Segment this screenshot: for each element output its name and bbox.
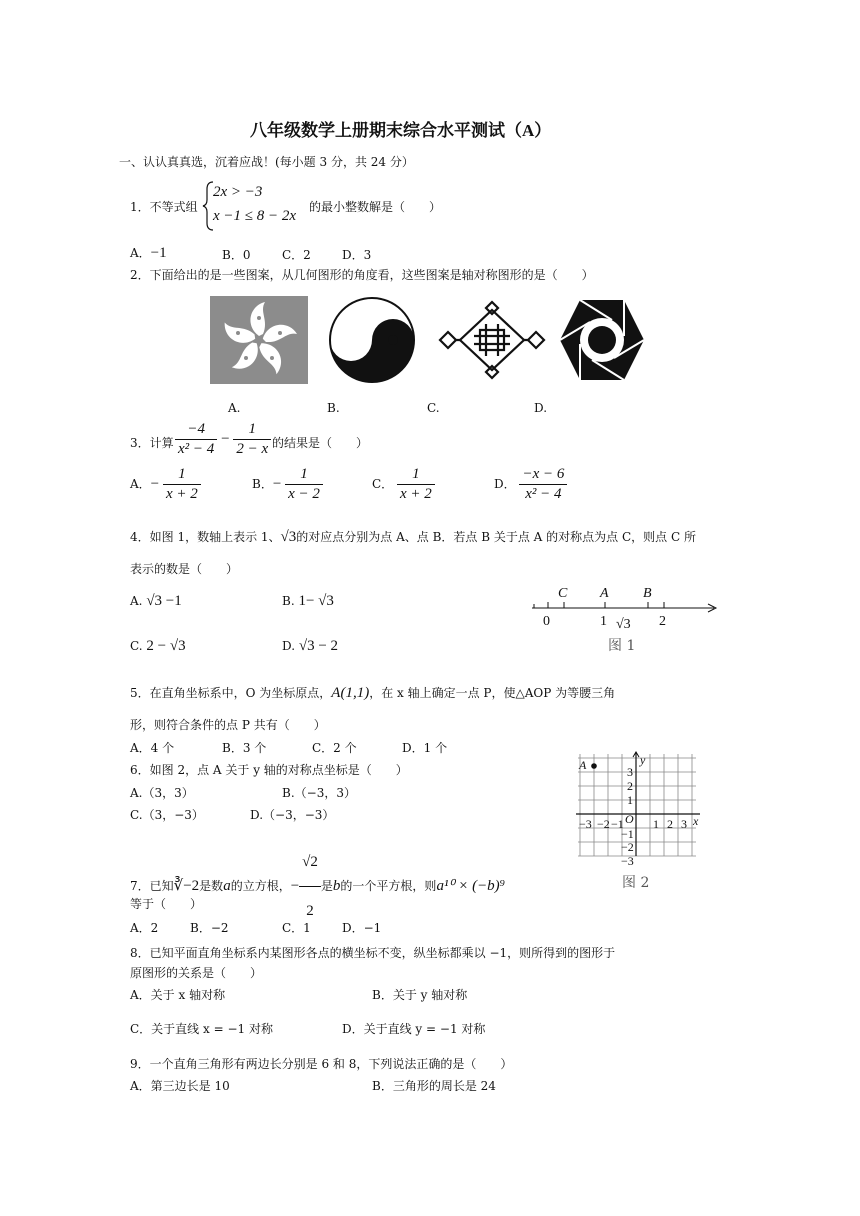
fig2-x-tick-1: 1 — [653, 817, 659, 831]
q3-c-label: C． — [372, 477, 394, 491]
q1-stem-pre: 1．不等式组 — [130, 200, 198, 214]
fig2-x-tick-2: 2 — [667, 817, 673, 831]
fig1-point-b: B — [643, 586, 652, 601]
q9-stem: 9．一个直角三角形有两边长分别是 6 和 8，下列说法正确的是（ ） — [130, 1057, 513, 1071]
q4-option-a — [130, 593, 182, 610]
q7-mid4: 的一个平方根，则 — [340, 879, 437, 893]
q7-option-b: B．−2 — [190, 921, 229, 935]
fig2-x-label: x — [693, 814, 699, 828]
q6-stem: 6．如图 2，点 A 关于 y 轴的对称点坐标是（ ） — [130, 763, 408, 777]
q4-sqrt3: √3 — [280, 529, 297, 545]
q2-stem: 2．下面给出的是一些图案，从几何图形的角度看，这些图案是轴对称图形的是（ ） — [130, 268, 594, 282]
q3-d-label: D． — [494, 477, 516, 491]
q3-stem-pre: 3．计算 — [130, 436, 174, 450]
fig1-point-c: C — [558, 586, 568, 601]
q4-d-value: √3 − 2 — [298, 638, 339, 654]
q4-option-d — [282, 638, 338, 655]
q5-line2: 形，则符合条件的点 P 共有（ ） — [130, 718, 326, 732]
q4-line1 — [130, 528, 696, 546]
q7-line1: 7．已知∛−2是数a的立方根，− $\frac{√2}{2}$ 是b的一个平方根，则a¹⁰ × (−b)⁹ — [130, 839, 505, 934]
figure-1-number-line — [530, 580, 720, 660]
q4-c-value: 2 − √3 — [146, 638, 186, 654]
q3-b-label: B． — [252, 477, 273, 491]
q8-line1: 8．已知平面直角坐标系内某图形各点的横坐标不变，纵坐标都乘以 −1，则所得到的图形于 — [130, 946, 616, 960]
fig1-tick-1: 1 — [600, 614, 607, 629]
figure-2-coordinate-grid — [576, 752, 702, 870]
q3-option-d — [494, 466, 567, 503]
q7-fraction: $\frac{√2}{2}$ — [299, 839, 321, 934]
fig2-y-tick-1: 1 — [627, 793, 633, 807]
fig2-x-tick-neg2: −2 — [597, 817, 610, 831]
q4-c-label: C. — [130, 639, 143, 653]
q1-option-a — [130, 244, 167, 262]
q5-line1 — [130, 684, 615, 702]
q7-pre: 7．已知 — [130, 879, 174, 893]
q7-mid3: 是 — [320, 879, 333, 893]
q1-stem-post: 的最小整数解是（ ） — [309, 200, 442, 214]
q2-label-c: C. — [427, 401, 440, 415]
q6-option-d: D.（−3，−3） — [250, 808, 335, 822]
q4-option-b — [282, 593, 334, 610]
fig1-tick-2: 2 — [659, 614, 666, 629]
fig2-origin: O — [625, 812, 634, 826]
q2-label-b: B. — [327, 401, 340, 415]
yin-yang-icon — [328, 296, 416, 384]
q5-option-d: D．1 个 — [402, 741, 448, 755]
q3-b-fraction: $\frac{1}{x - 2}$ — [285, 466, 323, 503]
fig2-y-label: y — [640, 753, 646, 767]
q6-option-a: A.（3，3） — [130, 786, 194, 800]
q3-fraction-1: $\frac{-4}{\text{x² − 4}}$ — [175, 421, 217, 458]
q7-expression: a¹⁰ × (−b)⁹ — [436, 878, 505, 894]
q4-a-label: A. — [130, 594, 143, 608]
fig2-y-tick-neg2: −2 — [621, 840, 634, 854]
q2-label-d: D. — [534, 401, 548, 415]
q4-option-c — [130, 638, 186, 655]
q9-option-b: B．三角形的周长是 24 — [372, 1079, 496, 1093]
fig2-y-tick-2: 2 — [627, 779, 633, 793]
fig2-x-tick-neg1: −1 — [611, 817, 624, 831]
q1-option-d: D．3 — [342, 248, 372, 262]
q3-option-b — [252, 466, 323, 503]
q7-var-a: a — [223, 878, 231, 894]
q7-var-b: b — [332, 878, 341, 894]
q3-option-a — [130, 466, 201, 503]
q5-option-b: B．3 个 — [222, 741, 267, 755]
q5-option-a: A．4 个 — [130, 741, 175, 755]
q5-line1-post: ，在 x 轴上确定一点 P，使△AOP 为等腰三角 — [369, 686, 616, 700]
fig2-y-tick-neg3: −3 — [621, 854, 634, 868]
q3-expression — [175, 421, 271, 458]
q1-a-value: −1 — [150, 245, 167, 261]
q5-point: A(1,1) — [331, 685, 370, 701]
fig2-x-tick-3: 3 — [681, 817, 687, 831]
q3-minus: − — [221, 431, 230, 447]
q3-a-sign: − — [150, 476, 160, 492]
q8-option-a: A．关于 x 轴对称 — [130, 988, 226, 1002]
q3-a-label: A． — [130, 477, 151, 491]
q3-a-fraction: $\frac{1}{x + 2}$ — [163, 466, 201, 503]
q9-option-a: A．第三边长是 10 — [130, 1079, 230, 1093]
q3-option-c — [372, 466, 435, 503]
q4-b-label: B. — [282, 594, 295, 608]
q4-line1-post: 的对应点分别为点 A、点 B．若点 B 关于点 A 的对称点为点 C，则点 C 所 — [296, 530, 696, 544]
fig1-point-a: A — [600, 586, 609, 601]
q7-option-d: D．−1 — [342, 921, 382, 935]
q1-sys-line2: x −1 ≤ 8 − 2x — [213, 208, 297, 224]
page-title: 八年级数学上册期末综合水平测试（A） — [250, 121, 552, 140]
q8-option-b: B．关于 y 轴对称 — [372, 988, 468, 1002]
q7-cube-root: ∛−2 — [173, 878, 200, 894]
q4-a-value: √3 −1 — [146, 593, 182, 609]
fig2-x-tick-neg3: −3 — [579, 817, 592, 831]
q7-option-a: A．2 — [130, 921, 159, 935]
q1-system — [213, 180, 296, 228]
q6-option-b: B.（−3，3） — [282, 786, 356, 800]
q6-option-c: C.（3，−3） — [130, 808, 204, 822]
q3-d-fraction: $\frac{-x - 6}{\text{x² − 4}}$ — [519, 466, 567, 503]
chinese-knot-icon — [436, 298, 548, 382]
q3-c-fraction: $\frac{1}{x + 2}$ — [397, 466, 435, 503]
q2-label-a: A. — [228, 401, 241, 415]
q4-line1-pre: 4．如图 1，数轴上表示 1、 — [130, 530, 281, 544]
q7-option-c: C．1 — [282, 921, 311, 935]
q3-b-sign: − — [272, 476, 282, 492]
hexagon-pattern-icon — [558, 296, 646, 384]
q5-line1-pre: 5．在直角坐标系中，O 为坐标原点， — [130, 686, 332, 700]
fig2-caption: 图 2 — [622, 875, 650, 891]
q7-line2: 等于（ ） — [130, 897, 203, 911]
section-heading: 一、认认真真选，沉着应战！(每小题 3 分，共 24 分） — [119, 155, 414, 169]
q8-option-c: C．关于直线 x = −1 对称 — [130, 1022, 273, 1036]
fig2-point-a-dot — [591, 763, 597, 769]
q5-option-c: C．2 个 — [312, 741, 357, 755]
q4-b-value: 1− √3 — [298, 593, 334, 609]
fig1-caption: 图 1 — [608, 638, 636, 654]
q1-sys-line1: 2x > −3 — [213, 184, 263, 200]
fig2-y-tick-3: 3 — [627, 765, 633, 779]
fig1-tick-0: 0 — [543, 614, 550, 629]
q7-mid1: 是数 — [199, 879, 224, 893]
fig1-sqrt3: √3 — [616, 617, 631, 632]
q8-line2: 原图形的关系是（ ） — [130, 966, 263, 980]
q1-a-label: A． — [130, 246, 151, 260]
q3-fraction-2: $\frac{1}{2 - x}$ — [233, 421, 271, 458]
q4-line2: 表示的数是（ ） — [130, 562, 239, 576]
flower-emblem-icon — [210, 296, 308, 384]
q4-d-label: D. — [282, 639, 296, 653]
q1-option-c: C．2 — [282, 248, 311, 262]
q8-option-d: D．关于直线 y = −1 对称 — [342, 1022, 486, 1036]
q3-stem-post: 的结果是（ ） — [272, 436, 369, 450]
q1-option-b: B．0 — [222, 248, 251, 262]
fig2-y-tick-neg1: −1 — [621, 827, 634, 841]
fig2-point-a: A — [579, 758, 587, 772]
q7-mid2: 的立方根， — [230, 879, 291, 893]
